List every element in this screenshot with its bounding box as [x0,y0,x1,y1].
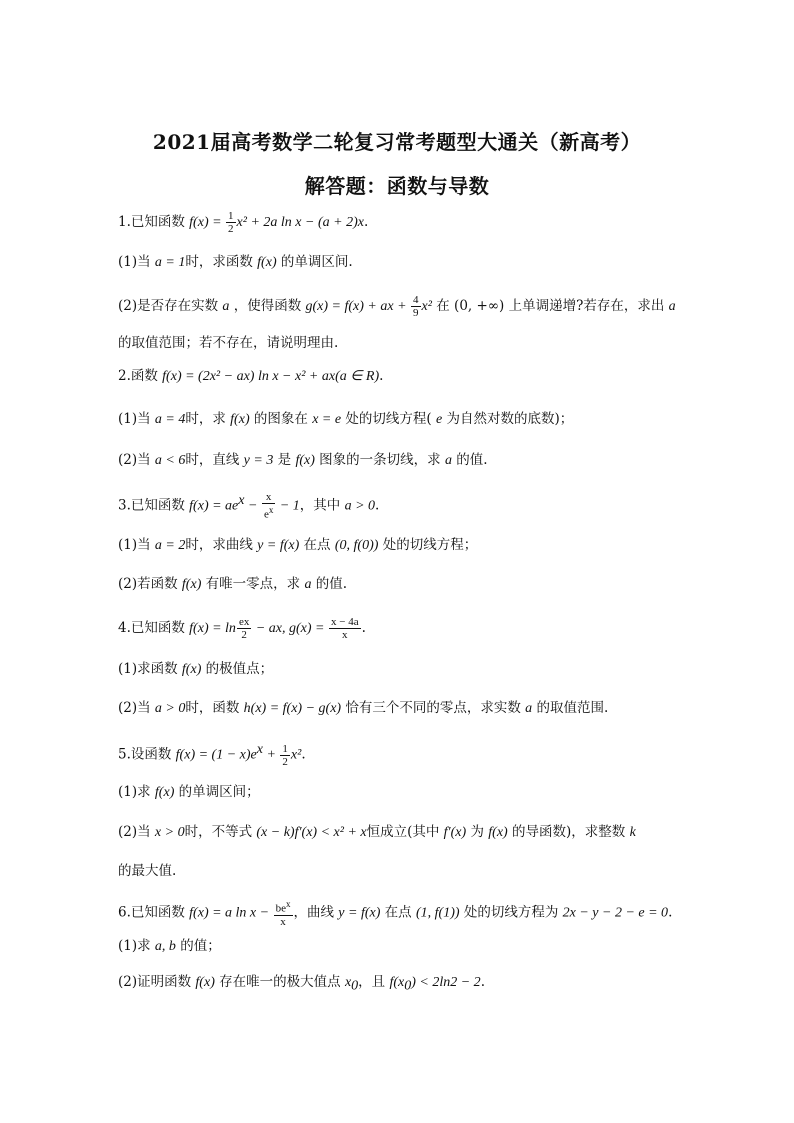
document-subtitle: 解答题：函数与导数 [304,174,490,198]
fraction: $\frac{ex}{2}$ [238,616,250,641]
fraction: $\frac{1}{2}$ [228,210,234,235]
question-1-part-2: (2)是否存在实数 a ，使得函数 g(x) = f(x) + ax + $\frac{4}{9}$ x² 在 (0, +∞) 上单调递增?若存在，求出 a [118,294,676,319]
fraction: $\frac{x}{e^x}$ [263,491,274,521]
question-5-part-2-cont: 的最大值. [118,863,177,879]
question-1-part-2-cont: 的取值范围；若不存在，请说明理由. [118,335,339,351]
fraction: $\frac{4}{9}$ [413,294,419,319]
question-2-part-1: (1)当 a = 4时，求 f(x) 的图象在 x = e 处的切线方程( e 为自然对数的底数)； [118,411,574,427]
question-5-part-2: (2)当 x > 0时，不等式 (x − k)f′(x) < x² + x恒成立(其中 f′(x) 为 f(x) 的导函数)，求整数 k [118,824,636,840]
fraction: $\frac{x - 4a}{x}$ [330,616,359,641]
question-5: 5.设函数 $f(x) = (1 - x)e^x$ + $\frac{1}{2}$ x². [118,742,306,768]
question-1: 1.已知函数 f(x) = $\frac{1}{2}$ x² + 2a ln x − (a + 2)x. [118,210,369,235]
question-4: 4.已知函数 f(x) = ln $\frac{ex}{2}$ − ax, g(x) = $\frac{x - 4a}{x}$ . [118,616,366,641]
question-4-part-1: (1)求函数 f(x) 的极值点； [118,661,274,677]
question-4-part-2: (2)当 a > 0时，函数 h(x) = f(x) − g(x) 恰有三个不同的零点，求实数 a 的取值范围. [118,700,609,716]
question-5-part-1: (1)求 f(x) 的单调区间； [118,784,260,800]
question-3-part-2: (2)若函数 f(x) 有唯一零点，求 a 的值. [118,576,348,592]
document-title: 2021届高考数学二轮复习常考题型大通关（新高考） [152,130,642,154]
question-2: 2.函数 f(x) = (2x² − ax) ln x − x² + ax(a ∈ R). [118,368,384,384]
question-3-part-1: (1)当 a = 2时，求曲线 y = f(x) 在点 (0, f(0)) 处的切线方程； [118,537,478,553]
question-6-part-2: (2)证明函数 f(x) 存在唯一的极大值点 $x_0$，且 $f(x_0) < 2\ln 2 - 2$. [118,974,485,994]
fraction: $\frac{1}{2}$ [282,742,288,768]
question-6: 6.已知函数 f(x) = a ln x − $be^x$ x ，曲线 y = f(x) 在点 (1, f(1)) 处的切线方程为 2x − y − 2 − e = 0. [118,899,673,928]
question-1-part-1: (1)当 a = 1时，求函数 f(x) 的单调区间. [118,254,353,270]
fraction: $be^x$ x [275,899,291,928]
question-6-part-1: (1)求 a, b 的值； [118,938,221,954]
question-3: 3.已知函数 $f(x) = ae^x$ − $\frac{x}{e^x}$ − 1，其中 a > 0. [118,491,380,521]
question-2-part-2: (2)当 a < 6时，直线 y = 3 是 f(x) 图象的一条切线，求 a 的值. [118,452,488,468]
